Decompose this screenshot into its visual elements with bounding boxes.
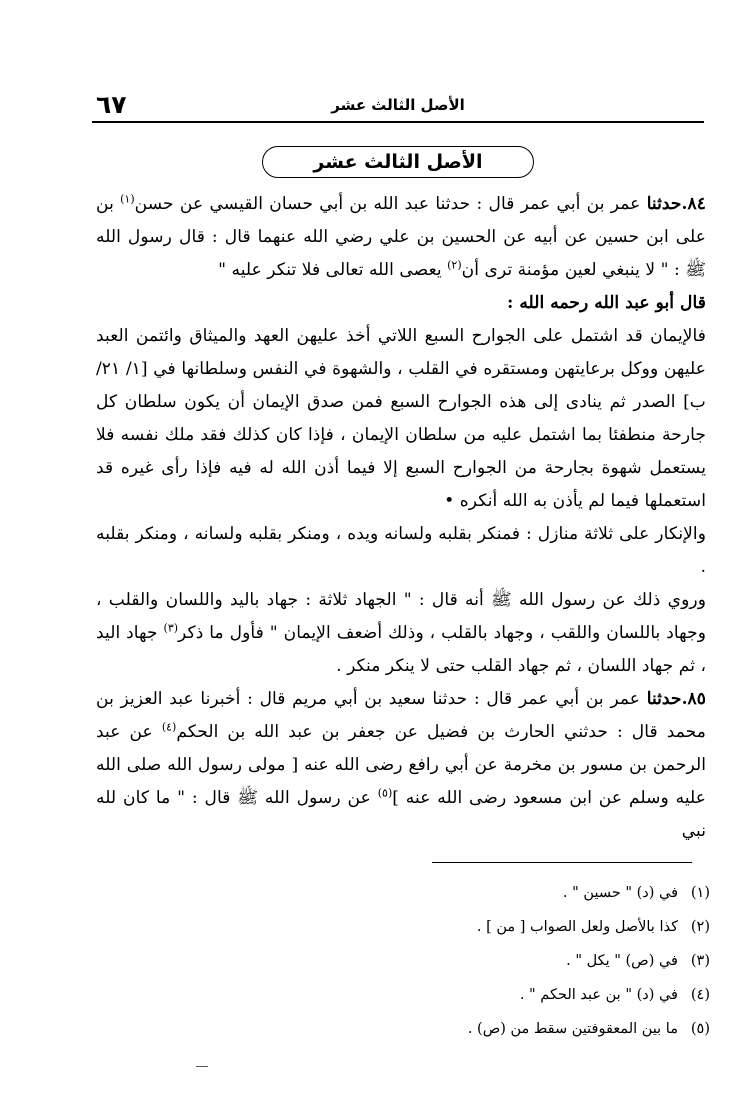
hadith-text: عن عبد الرحمن بن مسور بن مخرمة عن أبي رافع رضى الله عنه [ مولى رسول الله صلى الله عليه وسلم عن ابن مسعود رضى الله عنه ] [96,722,706,808]
footnote [250,876,710,910]
hadith-number: ٨٥. [681,689,707,709]
footnote-ref: (١) [120,192,135,206]
hadith-text: عن رسول الله ﷺ قال : " ما كان لله نبي [96,788,706,841]
hadith-85 [96,683,706,848]
paragraph-text: وروي ذلك عن رسول الله ﷺ أنه قال : " الجهاد ثلاثة : جهاد باليد واللسان والقلب ، وجهاد باللسان واللقب ، وجهاد بالقلب ، وذلك أضعف الإيمان " فأول ما ذكر [96,590,706,643]
paragraph-jihad [96,584,706,683]
footnote-ref: (٣) [163,621,179,635]
footnote-text: في (د) " حسين " . [562,885,678,901]
footnote-marker: (٣) [690,953,710,969]
chapter-title: الأصل الثالث عشر [262,146,534,178]
hadith-84 [96,188,706,287]
header-rule [92,121,704,123]
hadith-lead-word: حدثنا [646,194,682,214]
footnote [250,1012,710,1046]
hadith-number: ٨٤. [681,194,706,214]
footnote-marker: (٥) [690,1021,710,1037]
main-text [96,188,706,848]
footnote-text: ما بين المعقوفتين سقط من (ص) . [467,1021,678,1037]
footnote-text: في (ص) " يكل " . [566,953,678,969]
running-title: الأصل الثالث عشر [331,96,465,114]
hadith-text: عمر بن أبي عمر قال : حدثنا سعيد بن أبي مريم قال : أخبرنا عبد العزيز بن محمد قال : حدثني الحارث بن فضيل عن جعفر بن عبد الله بن الحكم [96,689,706,742]
footnote-marker: (٢) [690,919,710,935]
footnote [250,978,710,1012]
footnote-ref: (٥) [377,786,393,800]
author-heading: قال أبو عبد الله رحمه الله : [507,293,706,313]
hadith-text: عمر بن أبي عمر قال : حدثنا عبد الله بن أبي حسان القيسي عن حسن [134,194,641,214]
footnote-marker: (١) [690,885,710,901]
scan-mark [196,1066,208,1067]
footnote-text: في (د) " بن عبد الحكم " . [519,987,678,1003]
footnote-text: كذا بالأصل ولعل الصواب [ من ] . [476,919,678,935]
paragraph-text: جهاد اليد ، ثم جهاد اللسان ، ثم جهاد القلب حتى لا ينكر منكر . [96,623,706,676]
footnote [250,910,710,944]
running-header [92,88,704,122]
footnotes [250,876,710,1046]
footnote-ref: (٢) [447,258,462,272]
footnote [250,944,710,978]
page-number: ٦٧ [96,90,127,119]
hadith-text: بن على ابن حسين عن أبيه عن الحسين بن علي رضي الله عنهما قال : قال رسول الله ﷺ : " لا ينبغي لعين مؤمنة ترى أن [96,194,706,280]
footnote-marker: (٤) [690,987,710,1003]
footnote-separator [432,862,692,863]
hadith-text: يعصى الله تعالى فلا تنكر عليه " [218,260,442,280]
paragraph-inkar: والإنكار على ثلاثة منازل : فمنكر بقلبه ولسانه ويده ، ومنكر بقلبه ولسانه ، ومنكر بقلبه . [96,524,706,577]
paragraph-iman: فالإيمان قد اشتمل على الجوارح السبع اللاتي أخذ عليهن العهد والميثاق وائتمن العبد عليهن ووكل برعايتهن ومستقره في القلب ، والشهوة في النفس وسلطانها في [١/ ٢١/ب] الصدر ثم ينادى إلى هذه الجوارح السبع فمن صدق الإيمان أن يكون سلطان كل جارحة منطفئا بما اشتمل عليه من سلطان الإيمان ، فإذا كان كذلك فقد ملك نفسه فلا يستعمل شهوة بجارحة من الجوارح السبع إلا فيما أذن الله له فيه فإذا رأى غيره قد استعملها فيما لم يأذن به الله أنكره • [96,326,706,511]
hadith-lead-word: حدثنا [646,689,682,709]
footnote-ref: (٤) [161,720,177,734]
